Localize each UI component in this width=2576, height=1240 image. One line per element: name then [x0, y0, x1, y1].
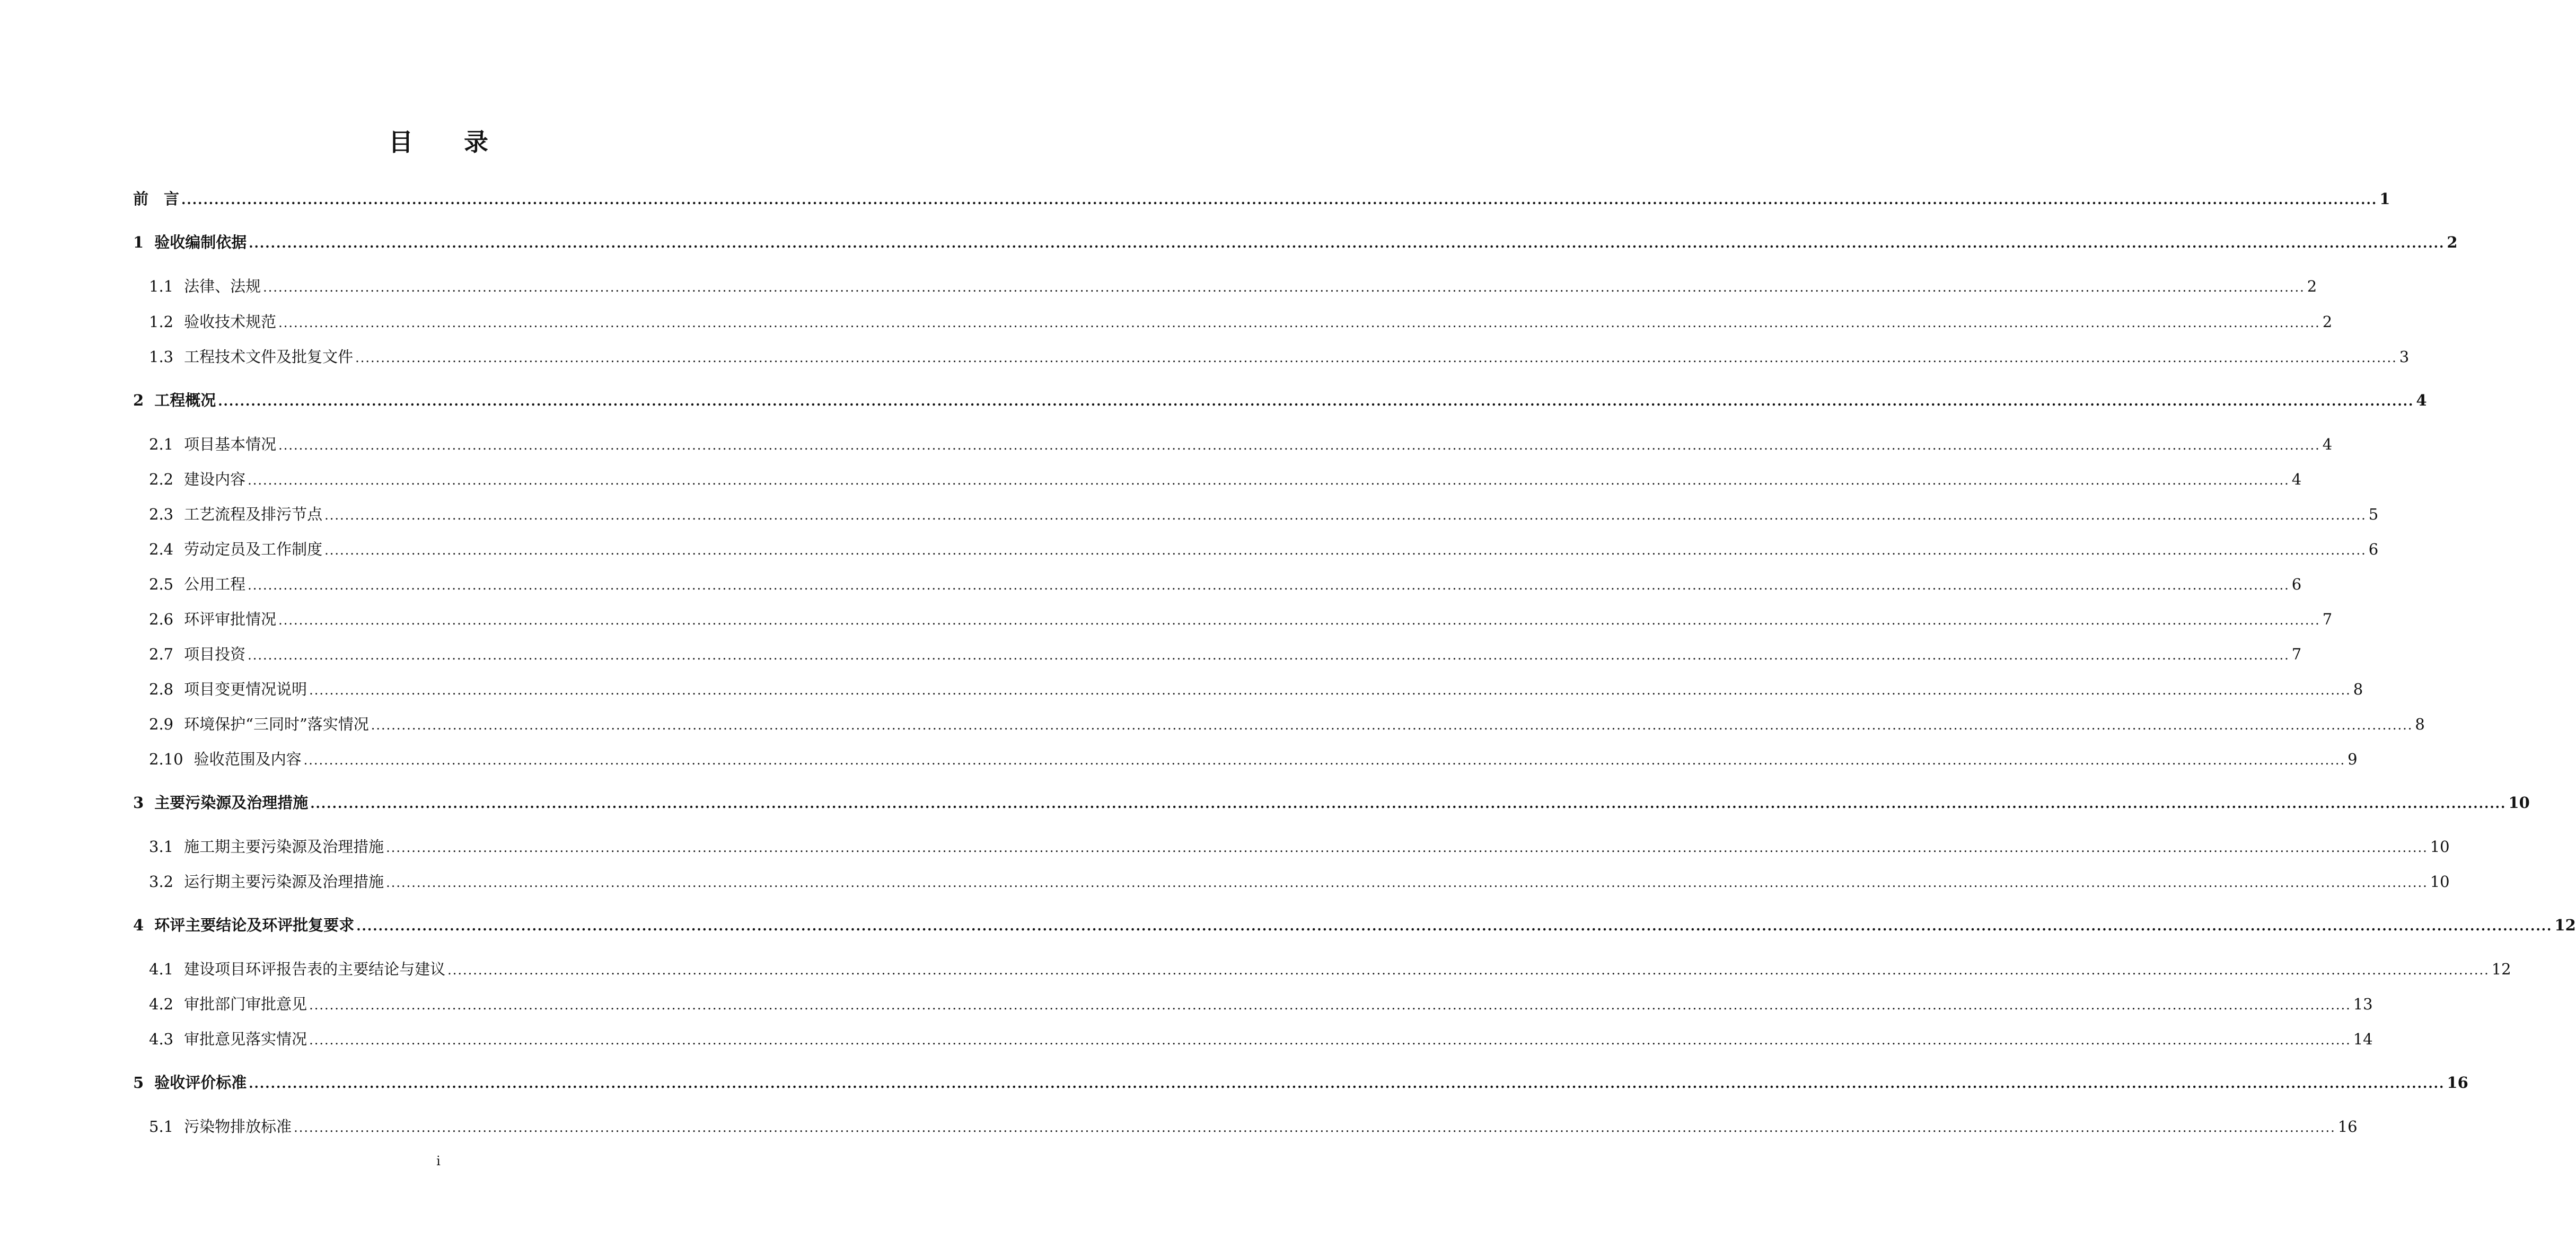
toc-entry-page: 5 — [2368, 505, 2379, 523]
toc-entry-label: 前 言 — [133, 190, 180, 208]
toc-entry-number: 1 — [133, 233, 144, 251]
toc-entry-page: 6 — [2291, 575, 2302, 593]
toc-dot-leader: ................................................................................................................................................................................................................................................................................................................................................................................................................ — [386, 875, 2428, 890]
toc-entry-label: 项目变更情况说明 — [184, 680, 307, 698]
toc-dot-leader: ................................................................................................................................................................................................................................................................................................................................................................................................................ — [278, 315, 2320, 330]
toc-entry-number: 4.3 — [149, 1030, 174, 1048]
toc-section[interactable] — [149, 958, 2511, 981]
toc-section[interactable] — [149, 469, 2302, 491]
toc-dot-leader: ................................................................................................................................................................................................................................................................................................................................................................................................................ — [303, 753, 2346, 768]
toc-section[interactable] — [149, 1028, 2373, 1051]
toc-chapter[interactable] — [133, 232, 2458, 254]
toc-section[interactable] — [149, 346, 2410, 368]
toc-entry-label: 环境保护“三同时”落实情况 — [184, 715, 369, 733]
toc-section[interactable] — [149, 644, 2302, 666]
toc-dot-leader: ................................................................................................................................................................................................................................................................................................................................................................................................................ — [324, 543, 2367, 558]
toc-dot-leader: ................................................................................................................................................................................................................................................................................................................................................................................................................ — [278, 613, 2320, 628]
toc-section[interactable] — [149, 836, 2450, 858]
toc-entry-label: 验收编制依据 — [154, 233, 247, 251]
toc-dot-leader: ................................................................................................................................................................................................................................................................................................................................................................................................................ — [309, 1033, 2351, 1048]
toc-entry-label: 项目投资 — [184, 645, 246, 663]
toc-section[interactable] — [149, 434, 2333, 456]
toc-entry-page: 10 — [2430, 873, 2450, 891]
toc-entry-label: 工艺流程及排污节点 — [184, 505, 323, 523]
toc-dot-leader: ................................................................................................................................................................................................................................................................................................................................................................................................................ — [309, 998, 2351, 1013]
toc-entry-number: 2.6 — [149, 610, 174, 628]
toc-entry-label: 施工期主要污染源及治理措施 — [184, 838, 384, 856]
toc-chapter[interactable] — [133, 792, 2530, 814]
toc-entry-number: 2.10 — [149, 750, 183, 768]
toc-entry-number: 3.1 — [149, 838, 174, 856]
toc-entry-page: 10 — [2430, 838, 2450, 856]
toc-entry-page: 12 — [2554, 916, 2576, 934]
toc-entry-number: 2 — [133, 391, 144, 409]
toc-entry-page: 12 — [2491, 960, 2511, 978]
toc-entry-number: 2.9 — [149, 715, 174, 733]
toc-dot-leader: ................................................................................................................................................................................................................................................................................................................................................................................................................ — [248, 473, 2290, 488]
toc-entry-page: 7 — [2322, 610, 2333, 628]
toc-dot-leader: ................................................................................................................................................................................................................................................................................................................................................................................................................ — [263, 280, 2305, 295]
toc-entry-number: 4.2 — [149, 995, 174, 1013]
toc-entry-page: 8 — [2415, 715, 2425, 733]
toc-section[interactable] — [149, 714, 2425, 736]
toc-section[interactable] — [149, 993, 2373, 1016]
toc-entry-page: 1 — [2379, 190, 2390, 208]
toc-entry-number: 4.1 — [149, 960, 174, 978]
toc-dot-leader: ................................................................................................................................................................................................................................................................................................................................................................................................................ — [278, 438, 2320, 453]
toc-entry-page: 3 — [2399, 348, 2410, 366]
toc-entry-label: 公用工程 — [184, 575, 246, 593]
toc-section[interactable] — [149, 574, 2302, 596]
toc-chapter[interactable] — [133, 188, 2390, 210]
toc-entry-number: 1.1 — [149, 277, 174, 295]
toc-entry-label: 工程概况 — [154, 391, 216, 409]
toc-entry-page: 2 — [2307, 277, 2317, 295]
toc-entry-number: 2.5 — [149, 575, 174, 593]
toc-entry-page: 4 — [2322, 435, 2333, 453]
toc-dot-leader: ................................................................................................................................................................................................................................................................................................................................................................................................................ — [324, 508, 2367, 523]
toc-entry-number: 2.4 — [149, 540, 174, 558]
toc-entry-label: 污染物排放标准 — [184, 1118, 292, 1136]
toc-section[interactable] — [149, 276, 2317, 298]
toc-dot-leader: ................................................................................................................................................................................................................................................................................................................................................................................................................ — [386, 840, 2428, 855]
toc-entry-number: 4 — [133, 916, 144, 934]
toc-entry-label: 工程技术文件及批复文件 — [184, 348, 354, 366]
toc-entry-page: 10 — [2508, 794, 2530, 812]
toc-section[interactable] — [149, 539, 2379, 561]
toc-entry-label: 运行期主要污染源及治理措施 — [184, 873, 384, 891]
toc-entry-page: 4 — [2291, 470, 2302, 488]
toc-entry-label: 项目基本情况 — [184, 435, 277, 453]
toc-dot-leader: ................................................................................................................................................................................................................................................................................................................................................................................................................ — [248, 648, 2290, 663]
toc-dot-leader: ................................................................................................................................................................................................................................................................................................................................................................................................................ — [309, 683, 2351, 698]
toc-entry-number: 5 — [133, 1074, 144, 1092]
toc-entry-label: 环评主要结论及环评批复要求 — [154, 916, 355, 934]
toc-entry-page: 8 — [2353, 680, 2363, 698]
toc-entry-label: 环评审批情况 — [184, 610, 277, 628]
toc-section[interactable] — [149, 679, 2363, 701]
toc-section[interactable] — [149, 311, 2333, 333]
toc-entry-number: 1.3 — [149, 348, 174, 366]
toc-chapter[interactable] — [133, 914, 2576, 937]
toc-entry-page: 13 — [2353, 995, 2373, 1013]
toc-chapter[interactable] — [133, 390, 2427, 412]
toc-entry-number: 3.2 — [149, 873, 174, 891]
toc-dot-leader: ................................................................................................................................................................................................................................................................................................................................................................................................................ — [294, 1120, 2336, 1135]
toc-entry-page: 6 — [2368, 540, 2379, 558]
toc-dot-leader: ................................................................................................................................................................................................................................................................................................................................................................................................................ — [355, 350, 2397, 365]
toc-entry-number: 2.1 — [149, 435, 174, 453]
toc-entry-label: 法律、法规 — [184, 277, 261, 295]
toc-section[interactable] — [149, 1116, 2358, 1138]
toc-entry-label: 验收范围及内容 — [194, 750, 302, 768]
toc-entry-label: 审批部门审批意见 — [184, 995, 307, 1013]
toc-entry-page: 16 — [2447, 1074, 2468, 1092]
page-title: 目 录 — [388, 128, 509, 156]
toc-dot-leader: ................................................................................................................................................................................................................................................................................................................................................................................................................ — [181, 192, 2378, 207]
toc-dot-leader: ................................................................................................................................................................................................................................................................................................................................................................................................................ — [447, 963, 2490, 978]
toc-section[interactable] — [149, 749, 2358, 771]
toc-entry-label: 审批意见落实情况 — [184, 1030, 307, 1048]
toc-dot-leader: ................................................................................................................................................................................................................................................................................................................................................................................................................ — [356, 918, 2553, 934]
toc-entry-number: 1.2 — [149, 313, 174, 331]
toc-entry-page: 14 — [2353, 1030, 2373, 1048]
toc-entry-page: 2 — [2322, 313, 2333, 331]
toc-entry-number: 2.3 — [149, 505, 174, 523]
toc-entry-page: 2 — [2447, 233, 2458, 251]
toc-dot-leader: ................................................................................................................................................................................................................................................................................................................................................................................................................ — [218, 393, 2414, 409]
toc-entry-label: 建设项目环评报告表的主要结论与建议 — [184, 960, 446, 978]
toc-section[interactable] — [149, 504, 2379, 526]
toc-entry-page: 4 — [2416, 391, 2427, 409]
toc-section[interactable] — [149, 871, 2450, 893]
toc-dot-leader: ................................................................................................................................................................................................................................................................................................................................................................................................................ — [249, 235, 2445, 251]
toc-dot-leader: ................................................................................................................................................................................................................................................................................................................................................................................................................ — [249, 1076, 2445, 1091]
toc-entry-page: 7 — [2291, 645, 2302, 663]
page-number: i — [436, 1154, 441, 1168]
toc-entry-number: 2.2 — [149, 470, 174, 488]
toc-entry-page: 9 — [2348, 750, 2358, 768]
toc-entry-number: 2.8 — [149, 680, 174, 698]
toc-section[interactable] — [149, 609, 2333, 631]
toc-entry-label: 建设内容 — [184, 470, 246, 488]
toc-dot-leader: ................................................................................................................................................................................................................................................................................................................................................................................................................ — [310, 796, 2507, 811]
toc-dot-leader: ................................................................................................................................................................................................................................................................................................................................................................................................................ — [248, 578, 2290, 593]
toc-entry-number: 3 — [133, 794, 144, 812]
toc-entry-page: 16 — [2337, 1118, 2358, 1136]
toc-chapter[interactable] — [133, 1072, 2468, 1094]
toc-entry-label: 劳动定员及工作制度 — [184, 540, 323, 558]
toc-entry-number: 2.7 — [149, 645, 174, 663]
toc-entry-label: 验收技术规范 — [184, 313, 277, 331]
toc-dot-leader: ................................................................................................................................................................................................................................................................................................................................................................................................................ — [371, 718, 2413, 733]
toc-entry-label: 主要污染源及治理措施 — [154, 794, 309, 812]
toc-entry-label: 验收评价标准 — [154, 1074, 247, 1092]
toc-entry-number: 5.1 — [149, 1118, 174, 1136]
